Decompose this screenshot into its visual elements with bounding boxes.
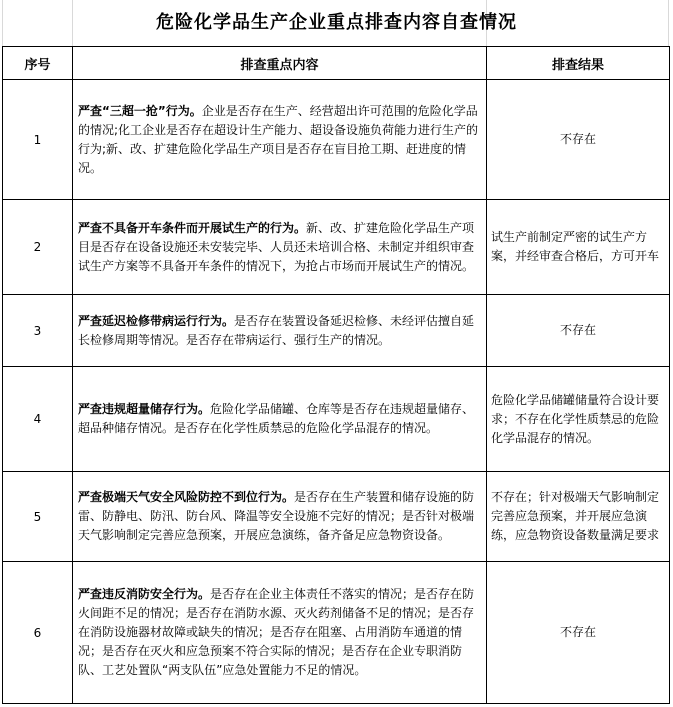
content-text: 新、改、扩建危险化学品生产项目是否存在设备设施还未安装完毕、人员还未培训合格、未制定并组织审查试生产方案等不具备开车条件的情况下，为抢占市场而开展试生产的情况。 — [78, 220, 475, 273]
content-cell[interactable] — [73, 472, 487, 562]
content-heading: 严查延迟检修带病运行行为。 — [78, 313, 235, 328]
content-cell[interactable] — [73, 295, 487, 367]
content-cell[interactable] — [73, 200, 487, 295]
content-text: 危险化学品储罐、仓库等是否存在违规超量储存、超品种储存情况。是否存在化学性质禁忌的危险化学品混存的情况。 — [78, 402, 475, 435]
content-heading: 严查违规超量储存行为。 — [78, 402, 211, 416]
header-seq[interactable]: 序号 — [3, 47, 73, 80]
sheet-title[interactable]: 危险化学品生产企业重点排查内容自查情况 — [156, 12, 517, 33]
result-cell[interactable]: 危险化学品储罐储量符合设计要求；不存在化学性质禁忌的危险化学品混存的情况。 — [487, 367, 670, 472]
header-row — [3, 47, 670, 80]
seq-cell[interactable]: 1 — [3, 80, 73, 200]
seq-cell[interactable]: 2 — [3, 200, 73, 295]
table-row — [3, 200, 670, 295]
content-text: 是否存在装置设备延迟检修、未经评估擅自延长检修周期等情况。是否存在带病运行、强行生产的情况。 — [78, 313, 475, 347]
result-cell[interactable]: 不存在 — [487, 562, 670, 704]
table-row — [3, 367, 670, 472]
content-cell[interactable] — [73, 562, 487, 704]
content-heading: 严查不具备开车条件而开展试生产的行为。 — [78, 220, 307, 235]
content-heading: 严查违反消防安全行为。 — [78, 587, 211, 601]
content-text: 是否存在生产装置和储存设施的防雷、防静电、防汛、防台风、降温等安全设施不完好的情况；是否针对极端天气影响制定完善应急预案，开展应急演练，备齐备足应急物资设备。 — [78, 490, 475, 542]
content-heading: 严查极端天气安全风险防控不到位行为。 — [78, 490, 295, 504]
result-cell[interactable]: 不存在 — [487, 80, 670, 200]
table-row — [3, 80, 670, 200]
seq-cell[interactable]: 3 — [3, 295, 73, 367]
header-content[interactable]: 排查重点内容 — [73, 47, 487, 80]
seq-cell[interactable]: 5 — [3, 472, 73, 562]
table-row — [3, 562, 670, 704]
result-cell[interactable]: 不存在；针对极端天气影响制定完善应急预案，并开展应急演练，应急物资设备数量满足要求 — [487, 472, 670, 562]
content-text: 企业是否存在生产、经营超出许可范围的危险化学品的情况;化工企业是否存在超设计生产能力、超设备设施负荷能力进行生产的行为;新、改、扩建危险化学品生产项目是否存在盲目抢工期、赶进度的情况。 — [78, 103, 479, 175]
content-cell[interactable] — [73, 80, 487, 200]
header-result[interactable]: 排查结果 — [487, 47, 670, 80]
result-cell[interactable]: 不存在 — [487, 295, 670, 367]
table-row — [3, 472, 670, 562]
seq-cell[interactable]: 6 — [3, 562, 73, 704]
content-text: 是否存在企业主体责任不落实的情况；是否存在防火间距不足的情况；是否存在消防水源、灭火药剂储备不足的情况；是否存在消防设施器材故障或缺失的情况；是否存在阻塞、占用消防车通道的情况；是否存在灭火和应急预案不符合实际的情况；是否存在企业专职消防队、工艺处置队“两支队伍”应急处置能力不足的情况。 — [78, 587, 475, 677]
content-heading: 严查“三超一抢”行为。 — [78, 103, 202, 118]
seq-cell[interactable]: 4 — [3, 367, 73, 472]
content-cell[interactable] — [73, 367, 487, 472]
inspection-table — [2, 46, 670, 704]
result-cell[interactable]: 试生产前制定严密的试生产方案，并经审查合格后，方可开车 — [487, 200, 670, 295]
table-row — [3, 295, 670, 367]
